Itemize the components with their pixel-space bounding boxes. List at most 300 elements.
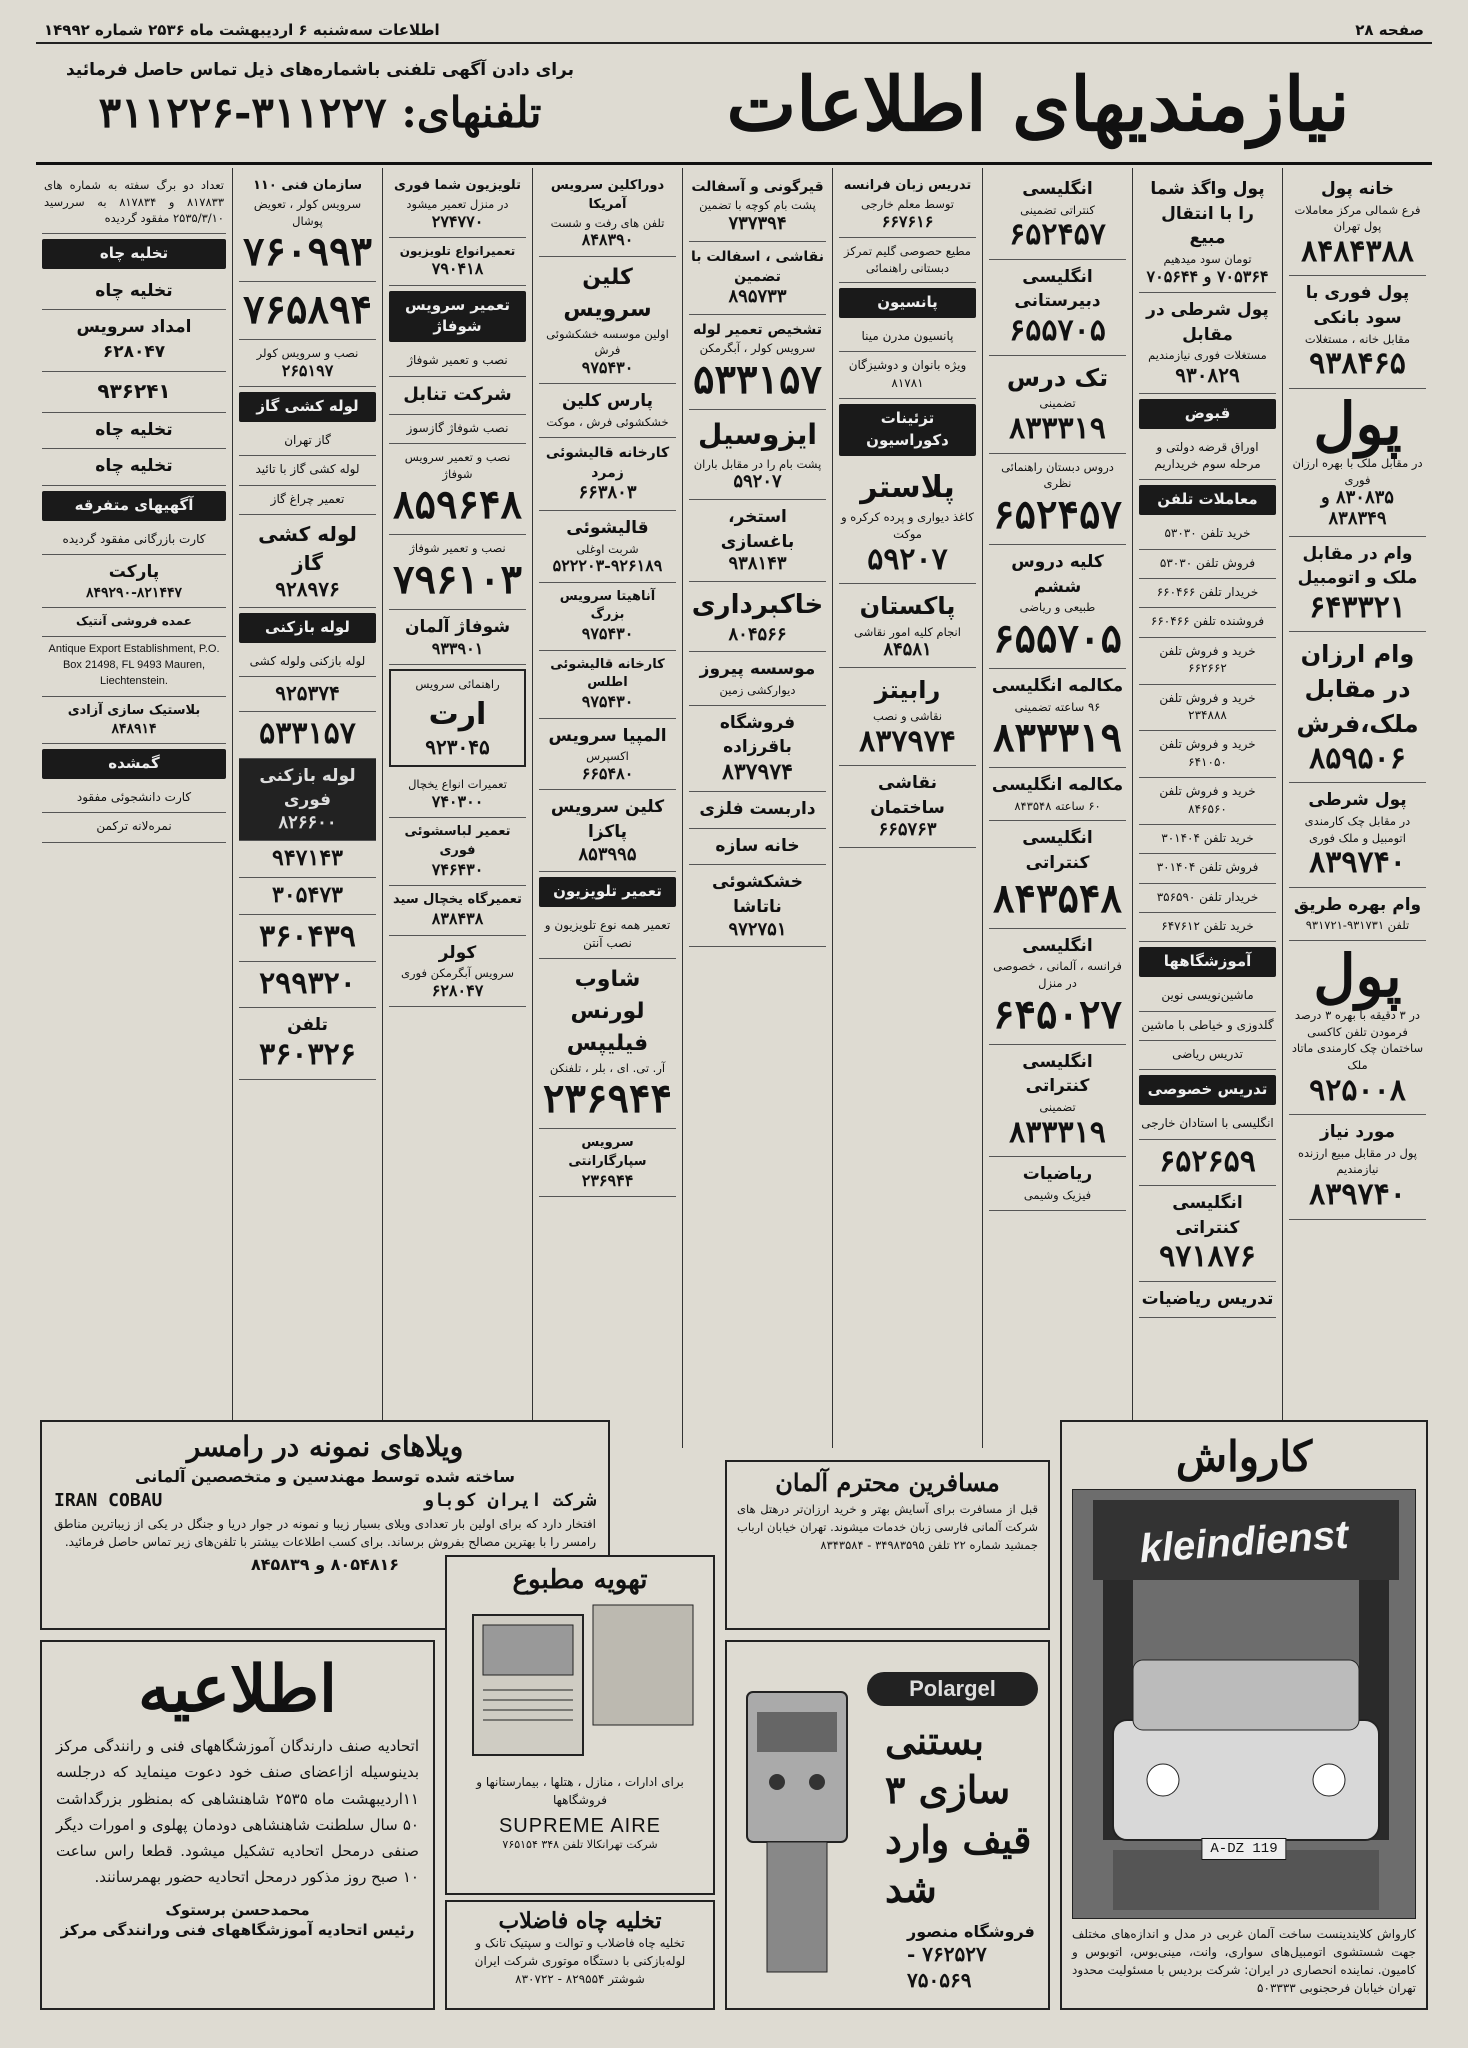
- ad-germany-travel: [725, 1460, 1050, 1630]
- section-line: عمده فروشی آنتیک: [42, 608, 226, 637]
- ad-body: نصب و تعمیر سرویس شوفاژ: [404, 450, 511, 481]
- ad-title: کولر: [438, 942, 477, 963]
- ad-body: ۹۶ ساعته تضمینی: [1014, 699, 1101, 714]
- section-line: پانسیون مدرن مینا: [839, 323, 976, 352]
- ad-title: مکالمه انگلیسی: [991, 675, 1124, 696]
- section-line: انگلیسی با استادان خارجی: [1139, 1110, 1276, 1139]
- ad-phone: ۶۵۲۴۵۷: [1009, 217, 1106, 253]
- ad-item: [1139, 1186, 1276, 1282]
- ad-phone: ۹۷۲۷۵۱: [728, 918, 787, 940]
- ad-title: فروشگاه باقرزاده: [719, 712, 796, 758]
- travel-text: قبل از مسافرت برای آسایش بهتر و خرید ارزان‌تر درهتل های شرکت آلمانی فارسی زبان خدمات میشوند. تهران خیابان ارباب جمشید شماره ۲۲ تلفن ۳۴۹۸۳۵۹۵ - ۸۳۴۳۵۸۴: [737, 1502, 1038, 1552]
- ad-title: استخر، باغسازی: [720, 506, 795, 552]
- ad-title: لوله کشی گاز: [258, 522, 357, 576]
- ad-body: سرویس کولر ، تعویض پوشال: [253, 196, 362, 228]
- ad-item: [239, 878, 376, 915]
- section-line: ویژه بانوان و دوشیزگان ۸۱۷۸۱: [839, 352, 976, 399]
- ad-title: لوله بازکنی فوری: [259, 765, 356, 811]
- ad-phone: ۸۴۳۵۴۸: [993, 874, 1122, 922]
- villa-subtitle: ساخته شده توسط مهندسین و متخصصین آلمانی: [135, 1467, 515, 1486]
- ad-title: وام در مقابل ملک و اتومبیل: [1297, 543, 1418, 589]
- section-header: تعمیر سرویس شوفاژ: [389, 291, 526, 343]
- car-license-plate: A-DZ 119: [1201, 1838, 1286, 1860]
- section-line: خریدار تلفن ۳۵۶۵۹۰: [1139, 884, 1276, 913]
- ad-phone: ۸۹۵۷۳۳: [728, 286, 787, 308]
- section-header: تخلیه چاه: [42, 239, 226, 269]
- ad-item: [539, 651, 676, 719]
- ad-title: خانه پول: [1320, 179, 1395, 199]
- ad-phone: ۸۳۳۳۱۹: [993, 714, 1122, 762]
- carwash-brand: kleindienst: [1138, 1512, 1350, 1572]
- ad-item: [839, 238, 976, 283]
- ad-item: [539, 790, 676, 872]
- ad-item: [1139, 1140, 1276, 1187]
- ad-item: [989, 454, 1126, 545]
- ad-phone: ۸۵۳۹۹۵: [578, 843, 637, 865]
- ad-item: [689, 652, 826, 705]
- section-header: تعمیر تلویزیون: [539, 877, 676, 907]
- ad-phone: ۸۳۹۷۴۰: [1309, 845, 1406, 881]
- ad-title: رابیتز: [874, 676, 941, 705]
- polargel-slogan: بستنی سازی ۳ قیف وارد شد: [885, 1718, 1032, 1912]
- ad-title: وام ارزان در مقابل ملک،فرش: [1296, 640, 1419, 738]
- column-8: [232, 168, 382, 1448]
- ad-item: [989, 768, 1126, 821]
- ad-body: نصب و تعمیر شوفاژ: [409, 541, 506, 556]
- ad-item: [239, 841, 376, 878]
- section-header: گمشده: [42, 749, 226, 779]
- ad-phone: ۲۶۵۱۹۷: [281, 360, 334, 380]
- ad-item: [689, 410, 826, 500]
- air-text: برای ادارات ، منازل ، هتلها ، بیمارستانها و فروشگاهها: [476, 1775, 684, 1807]
- ice-cream-machine-illustration: [737, 1672, 857, 1992]
- ad-item: [989, 929, 1126, 1045]
- section-header: تزئینات دکوراسیون: [839, 404, 976, 456]
- ad-item: [239, 712, 376, 759]
- ad-body: پول در مقابل مبیع ارزنده نیازمندیم: [1298, 1145, 1417, 1177]
- ad-body: تعمیرات انواع یخچال: [408, 777, 507, 792]
- column-9: [36, 168, 232, 1448]
- ad-title: تشخیص تعمیر لوله: [693, 321, 822, 338]
- ad-title: پارکت: [108, 562, 160, 583]
- ad-title: انگلیسی دبیرستانی: [1014, 266, 1101, 312]
- ad-item: [539, 1129, 676, 1197]
- polargel-shop: فروشگاه منصور: [907, 1921, 1035, 1941]
- ad-item: [1289, 537, 1426, 633]
- ad-phone: ۶۵۵۷۰۵: [993, 614, 1122, 662]
- ad-item: [1289, 888, 1426, 941]
- ad-phone: ۶۶۳۸۰۳: [578, 482, 637, 504]
- ad-item: [989, 356, 1126, 454]
- ad-body: در ۳ دقیقه با بهره ۳ درصد فرمودن تلفن کاکسی ساختمان چک کارمندی ماتاد ملک: [1291, 1007, 1424, 1072]
- ad-item: [839, 172, 976, 238]
- section-line: نصب و تعمیر شوفاژ: [389, 347, 526, 376]
- ad-item: [239, 962, 376, 1009]
- ad-body: سرویس آبگرمکن فوری: [400, 966, 515, 981]
- section-line: خرید تلفن ۵۳۰۳۰: [1139, 520, 1276, 549]
- ad-item: [839, 766, 976, 848]
- section-line: خرید تلفن ۶۴۷۶۱۲: [1139, 913, 1276, 942]
- section-line: تعمیر چراغ گاز: [239, 486, 376, 515]
- ad-item: [1289, 783, 1426, 887]
- ad-headline: پول: [1313, 942, 1402, 1011]
- ad-item: [689, 500, 826, 582]
- ad-item: [689, 315, 826, 410]
- ad-title: کلین سرویس پاکزا: [550, 797, 665, 843]
- ad-item: [1139, 1282, 1276, 1319]
- section-header: آموزشگاهها: [1139, 947, 1276, 977]
- ad-title: المپیا سرویس: [548, 725, 667, 746]
- column-5: [682, 168, 832, 1448]
- section-header: معاملات تلفن: [1139, 485, 1276, 515]
- ad-phone: ۶۶۷۶۱۶: [881, 211, 934, 231]
- ad-phone: ۸۳۳۳۱۹: [1009, 411, 1106, 447]
- ad-item: [989, 821, 1126, 928]
- polargel-phones: ۷۶۲۵۲۷ - ۷۵۰۵۶۹: [907, 1941, 987, 1992]
- ad-item: [239, 915, 376, 962]
- ad-item: [1289, 276, 1426, 388]
- ad-item: [989, 260, 1126, 356]
- ad-title: ریاضیات: [1022, 1164, 1093, 1185]
- ad-title: انگلیسی کنتراتی: [1022, 1051, 1093, 1097]
- ad-body: انجام کلیه امور نقاشی: [854, 624, 961, 639]
- ad-title: مورد نیاز: [1319, 1122, 1396, 1143]
- page-header-line: [36, 18, 1432, 44]
- ad-headline: پول: [1313, 389, 1402, 458]
- ad-title: کارخانه قالیشوئی زمرد: [545, 444, 670, 481]
- ad-item: [989, 1157, 1126, 1210]
- notice-signer-title: رئیس اتحادیه آموزشگاههای فنی ورانندگی مرکز: [60, 1920, 415, 1939]
- ad-title: انگلیسی: [1022, 935, 1093, 956]
- ad-phone: ۹۷۵۴۳۰: [581, 357, 634, 377]
- ad-title: پول فوری با سود بانکی: [1305, 283, 1410, 329]
- ad-title: قالیشوئی: [566, 517, 649, 538]
- ad-phone: ۸۳۳۳۱۹: [1009, 1114, 1106, 1150]
- ad-phone: ۷۴۶۴۳۰: [431, 860, 484, 880]
- ad-phone: ۹۲۳۰۴۵: [425, 735, 490, 760]
- contact-block: [40, 60, 600, 160]
- section-header: لوله کشی گاز: [239, 392, 376, 422]
- ad-item: [389, 610, 526, 665]
- ad-title: داربست فلزی: [699, 799, 816, 820]
- ad-phone: ۷۹۶۱۰۳: [393, 556, 522, 604]
- ad-body: فرع شمالی مرکز معاملات پول تهران: [1294, 202, 1421, 234]
- section-line: خرید و فروش تلفن ۲۳۴۸۸۸: [1139, 685, 1276, 732]
- notice-title: اطلاعیه: [138, 1652, 337, 1727]
- notice-text: اتحادیه صنف دارندگان آموزشگاههای فنی و رانندگی مرکز بدینوسیله ازاعضای صنف خود دعوت مینماید که درجلسه ۱۱اردیبهشت ماه ۲۵۳۵ شاهنشاهی که بمنظور بزرگداشت ۵۰ سال سلطنت شاهنشاهی دودمان پهلوی و امورات دیگر صنفی درمحل اتحادیه تشکیل میشود. قطعا راس ساعت ۱۰ صبح روز مذکور درمحل اتحادیه حضور بهمرسانند.: [56, 1737, 419, 1887]
- section-line: خرید تلفن ۳۰۱۴۰۴: [1139, 825, 1276, 854]
- ad-title: قیرگونی و آسفالت: [691, 179, 824, 195]
- ad-item: [1289, 389, 1426, 537]
- travel-title: مسافرین محترم آلمان: [775, 1468, 1000, 1497]
- ad-title: تدریس زبان فرانسه: [843, 178, 972, 193]
- ad-item: [539, 719, 676, 791]
- ad-title: ایزوسیل: [698, 417, 817, 451]
- ad-phone: ۸۲۶۶۰۰: [278, 812, 337, 834]
- ad-title: تعمیرگاه یخچال سید: [393, 892, 522, 908]
- ad-body: کاغذ دیواری و پرده کرکره و موکت: [841, 510, 974, 541]
- ad-title: انگلیسی کنتراتی: [1022, 828, 1093, 874]
- ad-phone: ۸۵۹۶۴۸: [393, 481, 522, 529]
- section-line: لوله بازکنی ولوله کشی: [239, 648, 376, 677]
- section-line: شرکت تنابل: [389, 377, 526, 415]
- ad-title: تک درس: [1006, 363, 1109, 392]
- section-line: اوراق قرضه دولتی و مرحله سوم خریداریم: [1139, 434, 1276, 481]
- ad-item: [989, 1045, 1126, 1157]
- column-1: [1282, 168, 1432, 1448]
- ad-phone: ۶۶۵۷۶۳: [878, 819, 937, 841]
- ad-phone: ۹۳۳۹۰۱: [431, 638, 484, 658]
- ad-title: مکالمه انگلیسی: [991, 775, 1124, 796]
- ad-body: اولین موسسه خشکشوئی فرش: [546, 326, 669, 358]
- ad-item: [689, 829, 826, 866]
- section-line: تخلیه چاه: [42, 449, 226, 486]
- section-line: تدریس ریاضی: [1139, 1041, 1276, 1070]
- ad-item: [42, 697, 226, 744]
- ad-title: موسسه پیروز: [699, 659, 816, 680]
- ad-phone: ۹۷۱۸۷۶: [1159, 1239, 1256, 1275]
- ad-phone: ۸۴۸۴۳۸۸: [1301, 233, 1414, 269]
- ad-item: [389, 444, 526, 535]
- column-3: [982, 168, 1132, 1448]
- section-line: امداد سرویس ۶۲۸۰۴۷: [42, 310, 226, 371]
- ad-phone: ۹۳۰۸۲۹: [1175, 362, 1240, 387]
- villa-brand: [54, 1490, 596, 1511]
- ad-phone: ۸۳۸۴۳۸: [431, 909, 484, 929]
- ad-item: [1289, 1115, 1426, 1219]
- ad-body: توسط معلم خارجی: [860, 196, 955, 211]
- page-label: صفحه ۲۸: [1355, 21, 1424, 39]
- ad-title: نقاشی ، اسفالت با تضمین: [691, 248, 824, 285]
- ad-title: خشکشوئی ناتاشا: [712, 872, 803, 918]
- ad-item: [389, 936, 526, 1008]
- ad-item: [839, 584, 976, 668]
- ad-body: پشت بام را در مقابل باران: [693, 456, 822, 471]
- ac-unit-illustration: [453, 1595, 705, 1765]
- carwash-text: کارواش کلایندینست ساخت آلمان غربی در مدل و اندازه‌های مختلف جهت شستشوی اتومبیل‌های سواری، وانت، مینی‌بوس، اتوبوس و کامیون. نماینده انحصاری در ایران: شرکت بردیس با مسئولیت محدود تهران خیابان فرحجنوبی ۵۰۳۳۳۳: [1072, 1927, 1416, 1995]
- ad-item: [389, 238, 526, 286]
- ad-phone: ۶۴۳۳۲۱: [1309, 589, 1406, 625]
- ad-item: [389, 172, 526, 238]
- ad-body: فرانسه ، آلمانی ، خصوصی در منزل: [993, 959, 1122, 991]
- column-7: [382, 168, 532, 1448]
- section-line: تعمیر همه نوع تلویزیون و نصب آنتن: [539, 912, 676, 959]
- ad-phone: ۸۳۷۹۷۴: [859, 723, 956, 759]
- section-line: تخلیه چاه: [42, 413, 226, 450]
- ad-body: نصب و سرویس کولر: [256, 346, 359, 361]
- ad-phone: ۹۳۸۴۶۵: [1309, 346, 1406, 382]
- ad-item: [689, 172, 826, 242]
- ad-body: دیوارکشی زمین: [719, 682, 796, 697]
- ad-phone: ۳۶۰۴۳۹: [259, 919, 356, 955]
- ad-phone: ۶۶۵۴۸۰: [581, 764, 634, 784]
- carwash-title: کارواش: [1175, 1432, 1313, 1481]
- ad-phone: ۷۳۷۳۹۴: [728, 212, 787, 234]
- ad-phone: ۸۳۰۸۳۵ و ۸۳۸۳۴۹: [1321, 487, 1394, 529]
- ad-item: [1139, 293, 1276, 394]
- ad-title: ارت: [428, 696, 487, 732]
- ad-title: کلین سرویس: [563, 264, 652, 322]
- section-line: ماشین‌نویسی نوین: [1139, 982, 1276, 1011]
- ad-phone: ۷۶۵۸۹۴: [243, 286, 372, 334]
- column-4: [832, 168, 982, 1448]
- ad-phone: ۹۷۵۴۳۰: [581, 624, 634, 644]
- section-line: تخلیه چاه: [42, 274, 226, 311]
- ad-title: تعمیرانواع تلویزیون: [399, 243, 516, 258]
- masthead-title: نیازمندیهای اطلاعات: [726, 62, 1350, 148]
- column-6: [532, 168, 682, 1448]
- section-line: فروش تلفن ۵۳۰۳۰: [1139, 550, 1276, 579]
- ad-item: [989, 669, 1126, 768]
- ad-item: [42, 555, 226, 608]
- ad-title: پارس کلین: [562, 391, 653, 412]
- ad-item: [539, 511, 676, 583]
- ad-notice: [40, 1640, 435, 2010]
- ad-title: خانه سازه: [715, 835, 800, 856]
- section-line: کارت دانشجوئی مفقود: [42, 784, 226, 813]
- ad-title: تلویزیون شما فوری: [394, 178, 521, 193]
- ad-title: دوراکلین سرویس آمریکا: [550, 178, 665, 212]
- section-header: لوله بازکنی: [239, 613, 376, 643]
- section-line: نصب شوفاژ گازسوز: [389, 415, 526, 444]
- ad-title: بلاستیک سازی آزادی: [67, 703, 201, 719]
- ad-phone: ۸۴۸۹۱۴: [111, 720, 157, 737]
- air-title: تهویه مطبوع: [512, 1565, 648, 1595]
- ad-phone: ۸۰۴۵۶۶: [728, 623, 787, 645]
- section-line: گاز تهران: [239, 427, 376, 456]
- ad-phone: ۹۷۵۴۳۰: [581, 692, 634, 712]
- villa-brand-en: IRAN COBAU: [54, 1490, 163, 1511]
- ad-item: [539, 959, 676, 1129]
- ad-item: [239, 1008, 376, 1079]
- ad-title: آناهیتا سرویس بزرگ: [559, 588, 656, 623]
- ad-phone: ۹۳۸۱۴۳: [728, 553, 787, 575]
- section-header: قبوض: [1139, 399, 1276, 429]
- ad-item: [239, 677, 376, 712]
- ad-item: [239, 340, 376, 387]
- ad-phone: ۹۲۸۹۷۶: [275, 577, 340, 602]
- ad-well-draining: [445, 1900, 715, 2010]
- ad-phone: ۷۹۰۴۱۸: [431, 259, 484, 279]
- ad-title: پول واگذ شما را با انتقال مبیع: [1150, 179, 1265, 249]
- ad-item: [989, 172, 1126, 260]
- ad-phone: ۵۲۲۲۰۳-۹۲۶۱۸۹: [552, 556, 663, 576]
- ad-title: کلیه دروس ششم: [1011, 551, 1104, 597]
- ad-phone: ۹۲۵۰۰۸: [1309, 1072, 1406, 1108]
- ad-item: [689, 242, 826, 315]
- ad-title: پاکستان: [859, 592, 956, 621]
- air-ref: شرکت تهرانکالا تلفن ۳۴۸ ۷۶۵۱۵۴: [502, 1838, 658, 1851]
- section-line: ۹۳۶۲۴۱: [42, 372, 226, 413]
- ad-body: تلفن ۹۳۱۷۳۱-۹۳۱۷۲۱: [1305, 918, 1410, 933]
- ad-body: مستغلات فوری نیازمندیم: [1148, 348, 1267, 363]
- ad-item: [689, 706, 826, 793]
- ad-title: شاوب لورنس فیلیپس: [566, 966, 649, 1056]
- ad-item: [239, 282, 376, 340]
- ad-phone: ۳۰۵۴۷۳: [272, 882, 343, 909]
- ad-body: تعداد دو برگ سفته به شماره های ۸۱۷۸۳۳ و ۸۱۷۸۳۴ به سررسید ۲۵۳۵/۳/۱۰ مفقود گردیده: [44, 178, 224, 226]
- ad-phone: ۶۵۲۴۵۷: [993, 490, 1122, 538]
- ad-phone: ۲۳۶۹۴۴: [543, 1075, 672, 1123]
- ad-phone: ۲۹۹۳۲۰: [259, 965, 356, 1001]
- ad-item: [389, 669, 526, 767]
- section-line: خرید و فروش تلفن ۶۴۱۰۵۰: [1139, 731, 1276, 778]
- ad-body: تضمینی: [1039, 1100, 1076, 1115]
- ad-item: [42, 172, 226, 234]
- ad-item: [389, 886, 526, 935]
- ad-body: آر. تی. ای ، بلر ، تلفنکن: [549, 1060, 666, 1075]
- section-header: پانسیون: [839, 288, 976, 318]
- polargel-brand: Polargel: [867, 1672, 1038, 1706]
- ad-body: مقابل خانه ، مستغلات: [1304, 331, 1411, 346]
- section-header: تدریس خصوصی: [1139, 1075, 1276, 1105]
- notice-signer: محمدحسن برستوک: [165, 1900, 310, 1919]
- ad-title: پلاستر: [860, 469, 955, 505]
- ad-phone: ۶۲۸۰۴۷: [431, 980, 484, 1000]
- section-line: خرید و فروش تلفن ۸۴۶۵۶۰: [1139, 778, 1276, 825]
- ad-phone: ۳۶۰۳۲۶: [259, 1037, 356, 1073]
- ad-body: شربت اوغلی: [576, 541, 639, 556]
- ad-item: [1289, 941, 1426, 1115]
- ad-body: پشت بام کوچه با تضمین: [699, 198, 816, 213]
- ad-phone: ۵۹۲۰۷: [867, 541, 948, 577]
- ad-title: سازمان فنی ۱۱۰: [252, 178, 362, 193]
- ad-title: انگلیسی کنتراتی: [1172, 1193, 1243, 1238]
- ad-item: [389, 535, 526, 610]
- ad-item: [539, 583, 676, 651]
- ad-phone: ۹۲۵۳۷۴: [275, 681, 340, 706]
- ad-title: تلفن: [287, 1015, 328, 1036]
- ad-title: خاکبرداری: [691, 589, 824, 620]
- section-header: آگهیهای متفرقه: [42, 491, 226, 521]
- air-brand: SUPREME AIRE: [498, 1815, 662, 1837]
- ad-phone: ۵۳۳۱۵۷: [693, 355, 822, 403]
- ad-body: در مقابل ملک با بهره ارزان فوری: [1292, 455, 1423, 487]
- ad-title: کارخانه قالیشوئی اطلس: [550, 656, 665, 691]
- ad-item: [239, 515, 376, 608]
- ad-item: [389, 818, 526, 886]
- section-line: Antique Export Establishment, P.O. Box 21498, FL 9493 Mauren, Liechtenstein.: [42, 637, 226, 697]
- section-line: خریدار تلفن ۶۶۰۴۶۶: [1139, 579, 1276, 608]
- ad-polargel: [725, 1640, 1050, 2010]
- ad-item: [1289, 632, 1426, 783]
- ad-body: طبیعی و ریاضی: [1019, 600, 1096, 615]
- ad-phone: ۶۴۵۰۲۷: [993, 990, 1122, 1038]
- section-line: لوله کشی گاز با تائید: [239, 456, 376, 485]
- well-title: تخلیه چاه فاضلاب: [498, 1908, 662, 1934]
- ad-item: [689, 792, 826, 829]
- well-text: تخلیه چاه فاضلاب و توالت و سپتیک تانک و لوله‌بازکنی با دستگاه موتوری شرکت ایران شوشتر ۸۲۹۵۵۴ - ۸۳۰۷۲۲: [474, 1936, 686, 1986]
- ad-title: شوفاژ آلمان: [404, 617, 511, 638]
- villa-brand-fa: شرکت ایران کوباو: [422, 1490, 596, 1511]
- carwash-photo: [1072, 1489, 1416, 1919]
- issue-line: اطلاعات سه‌شنبه ۶ اردیبهشت ماه ۲۵۳۶ شماره ۱۴۹۹۲: [44, 21, 440, 39]
- ad-title: وام بهره طریق: [1293, 894, 1422, 915]
- ad-item: [839, 461, 976, 584]
- ad-item: [1289, 172, 1426, 276]
- ad-phone: ۸۳۷۹۷۴: [722, 758, 793, 785]
- ad-title: تعمیر لباسشوئی فوری: [404, 824, 511, 859]
- ad-carwash: [1060, 1420, 1428, 2010]
- ad-phone: ۹۴۷۱۴۳: [272, 844, 343, 871]
- ad-title: نقاشی ساختمان: [870, 773, 945, 818]
- ad-body: در منزل تعمیر میشود: [406, 196, 509, 211]
- contact-phones: تلفنهای: ۳۱۱۲۲۷-۳۱۱۲۲۶: [98, 88, 542, 137]
- ad-body: دروس دبستان راهنمائی نظری: [1001, 459, 1114, 491]
- ad-item: [239, 172, 376, 282]
- ad-body: در مقابل چک کارمندی اتومبیل و ملک فوری: [1304, 813, 1411, 845]
- ad-title: تدریس ریاضیات: [1141, 1288, 1274, 1309]
